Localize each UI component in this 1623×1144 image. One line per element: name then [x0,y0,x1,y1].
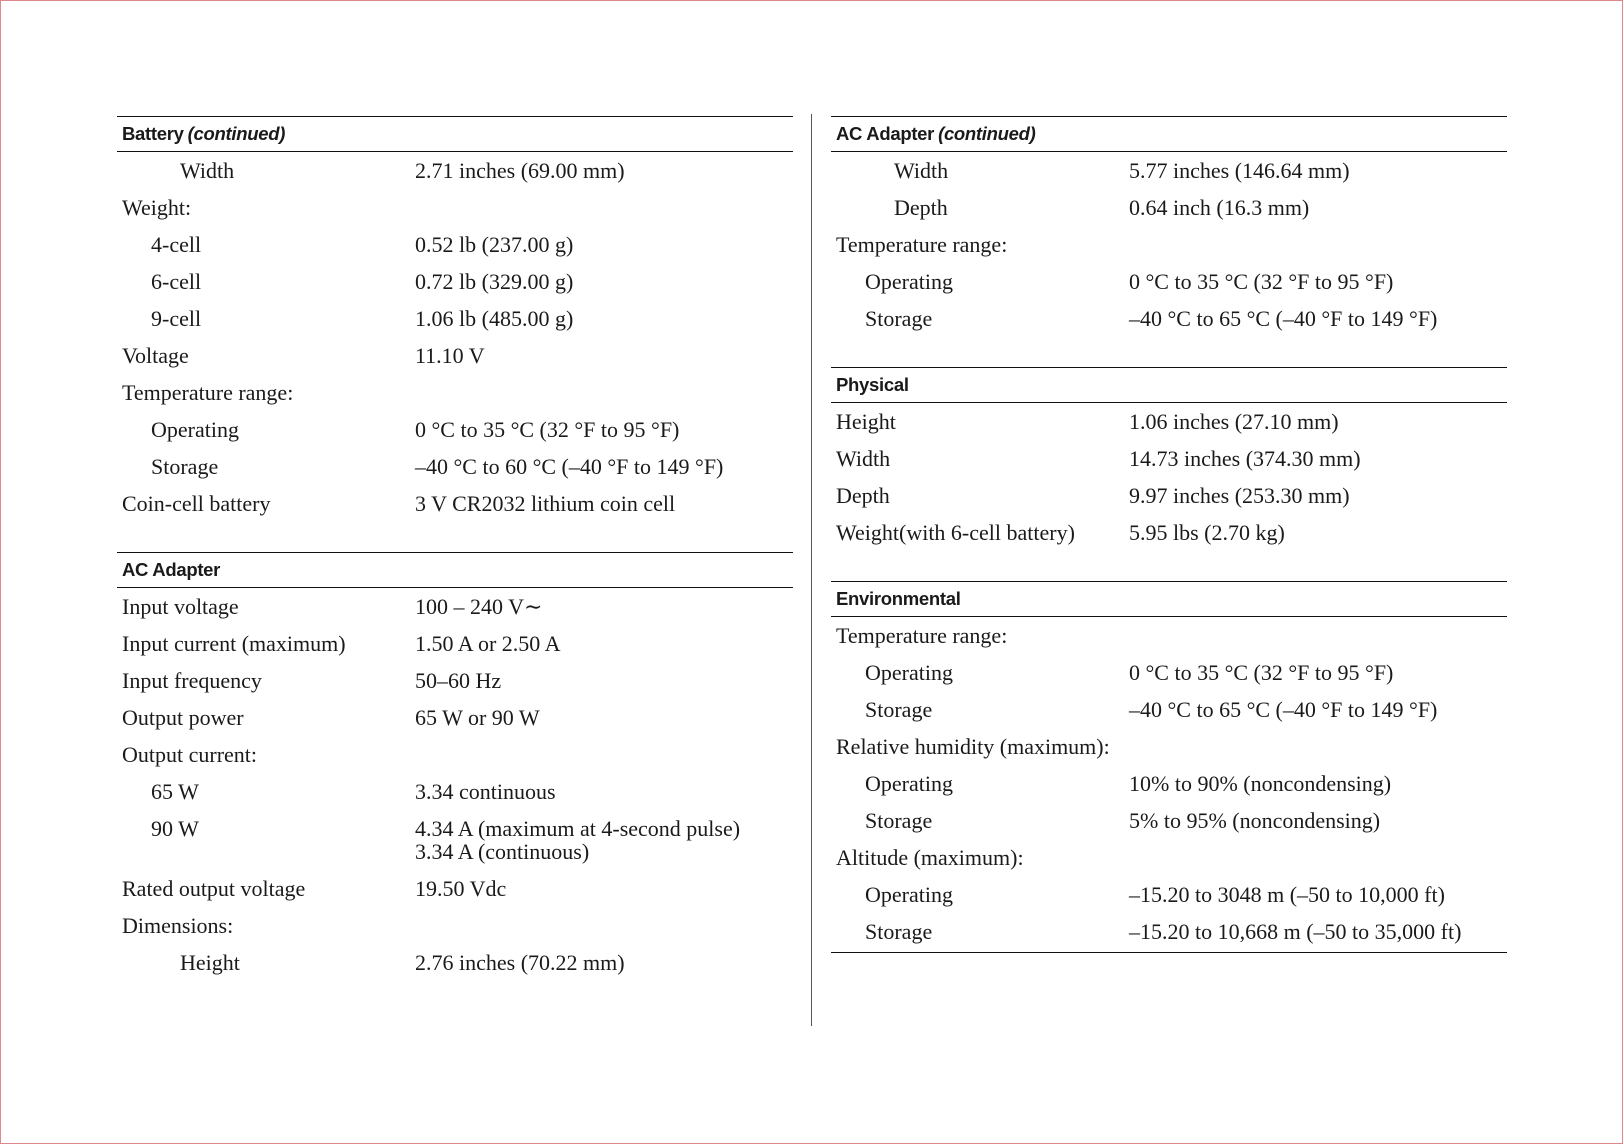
spec-row [117,152,793,189]
spec-value: 19.50 Vdc [415,876,507,901]
section-title: AC Adapter [836,123,935,144]
spec-label: Voltage [122,343,189,368]
spec-row [831,691,1507,728]
spec-label: Width [836,446,891,471]
spec-row [831,514,1507,551]
spec-label: 9-cell [151,306,202,331]
spec-row [831,876,1507,913]
spec-label: Storage [865,306,933,331]
spec-label: Depth [894,195,948,220]
spec-value: 3 V CR2032 lithium coin cell [415,491,676,516]
section-header [831,116,1507,152]
spec-label: Operating [151,417,239,442]
spec-value: 0.64 inch (16.3 mm) [1129,195,1310,220]
spec-label: Width [894,158,949,183]
spec-label: 65 W [151,779,199,804]
spec-row [831,477,1507,514]
spec-row [117,907,793,944]
spec-row [117,773,793,810]
spec-label: Output power [122,705,244,730]
spec-label: 6-cell [151,269,202,294]
spec-value: 5% to 95% (noncondensing) [1129,808,1381,833]
section-title: Battery [122,123,184,144]
spec-row [117,263,793,300]
spec-label: Width [180,158,235,183]
spec-row [117,736,793,773]
spec-label: 4-cell [151,232,202,257]
spec-row [831,654,1507,691]
spec-value: –40 °C to 65 °C (–40 °F to 149 °F) [1129,306,1438,331]
spec-label: Temperature range: [836,232,1008,257]
spec-value: 5.95 lbs (2.70 kg) [1129,520,1285,545]
spec-label: Input voltage [122,594,239,619]
spec-value: 1.06 inches (27.10 mm) [1129,409,1339,434]
spec-row [117,337,793,374]
spec-label: Storage [865,919,933,944]
spec-row [831,728,1507,765]
spec-label: Storage [865,808,933,833]
spec-label: Operating [865,660,953,685]
spec-label: Output current: [122,742,258,767]
spec-label: Height [180,950,240,975]
section-title: Physical [836,374,909,395]
spec-row [117,699,793,736]
spec-row [117,374,793,411]
section-header [117,116,793,152]
physical-section [831,367,1507,551]
spec-value: 65 W or 90 W [415,705,540,730]
spec-label: Input current (maximum) [122,631,346,656]
spec-row [831,263,1507,300]
spec-value: 14.73 inches (374.30 mm) [1129,446,1361,471]
spec-row [831,226,1507,263]
section-title: Environmental [836,588,961,609]
spec-value: 9.97 inches (253.30 mm) [1129,483,1350,508]
column-divider [811,114,812,1026]
spec-row [831,152,1507,189]
spec-value: 2.76 inches (70.22 mm) [415,950,625,975]
spec-row [831,617,1507,654]
spec-label: Coin-cell battery [122,491,271,516]
spec-row [117,300,793,337]
spec-value: 0.52 lb (237.00 g) [415,232,574,257]
spec-row [117,870,793,907]
spec-row [831,189,1507,226]
spec-row [831,839,1507,876]
spec-label: Operating [865,269,953,294]
spec-value: 4.34 A (maximum at 4-second pulse) 3.34 A (continuous) [415,816,741,864]
spec-label: Input frequency [122,668,262,693]
spec-value: 0 °C to 35 °C (32 °F to 95 °F) [1129,660,1394,685]
spec-value: 2.71 inches (69.00 mm) [415,158,625,183]
spec-value: 11.10 V [415,343,485,368]
spec-label: Relative humidity (maximum): [836,734,1110,759]
battery-section [117,116,793,522]
spec-row [117,411,793,448]
spec-value: 50–60 Hz [415,668,502,693]
ac-adapter-continued-section [831,116,1507,337]
ac-adapter-section [117,552,793,981]
spec-row [831,802,1507,839]
section-header [117,552,793,588]
spec-value: 0 °C to 35 °C (32 °F to 95 °F) [1129,269,1394,294]
spec-label: Weight(with 6-cell battery) [836,520,1075,545]
spec-label: Temperature range: [122,380,294,405]
section-header [831,581,1507,617]
spec-row [117,944,793,981]
spec-label: Storage [865,697,933,722]
spec-label: 90 W [151,816,199,841]
continued-label: (continued) [187,123,286,144]
spec-value: 0.72 lb (329.00 g) [415,269,574,294]
spec-value: 10% to 90% (noncondensing) [1129,771,1392,796]
spec-value: –40 °C to 65 °C (–40 °F to 149 °F) [1129,697,1438,722]
spec-row [831,765,1507,802]
continued-label: (continued) [938,123,1036,144]
spec-label: Height [836,409,896,434]
spec-row [831,440,1507,477]
spec-value: 100 – 240 V∼ [415,594,543,619]
spec-value: 0 °C to 35 °C (32 °F to 95 °F) [415,417,680,442]
spec-row [117,485,793,522]
spec-label: Operating [865,882,953,907]
spec-value: 1.50 A or 2.50 A [415,631,561,656]
spec-label: Temperature range: [836,623,1008,648]
environmental-section [831,581,1507,953]
spec-row [117,625,793,662]
section-title: AC Adapter [122,559,221,580]
right-column [831,116,1507,953]
spec-label: Operating [865,771,953,796]
spec-label: Dimensions: [122,913,234,938]
spec-row [117,662,793,699]
spec-row [117,810,793,870]
spec-row [831,913,1507,950]
section-header [831,367,1507,403]
spec-label: Depth [836,483,890,508]
spec-label: Altitude (maximum): [836,845,1024,870]
spec-row [831,300,1507,337]
spec-value: –40 °C to 60 °C (–40 °F to 149 °F) [415,454,724,479]
spec-row [831,403,1507,440]
spec-row [117,189,793,226]
spec-value: –15.20 to 3048 m (–50 to 10,000 ft) [1129,882,1445,907]
spec-value: 5.77 inches (146.64 mm) [1129,158,1350,183]
spec-value: 3.34 continuous [415,779,556,804]
spec-label: Weight: [122,195,192,220]
spec-row [117,226,793,263]
spec-row [117,448,793,485]
left-column [117,116,793,981]
spec-label: Rated output voltage [122,876,306,901]
spec-label: Storage [151,454,219,479]
spec-value: –15.20 to 10,668 m (–50 to 35,000 ft) [1129,919,1462,944]
spec-row [117,588,793,625]
spec-value: 1.06 lb (485.00 g) [415,306,574,331]
